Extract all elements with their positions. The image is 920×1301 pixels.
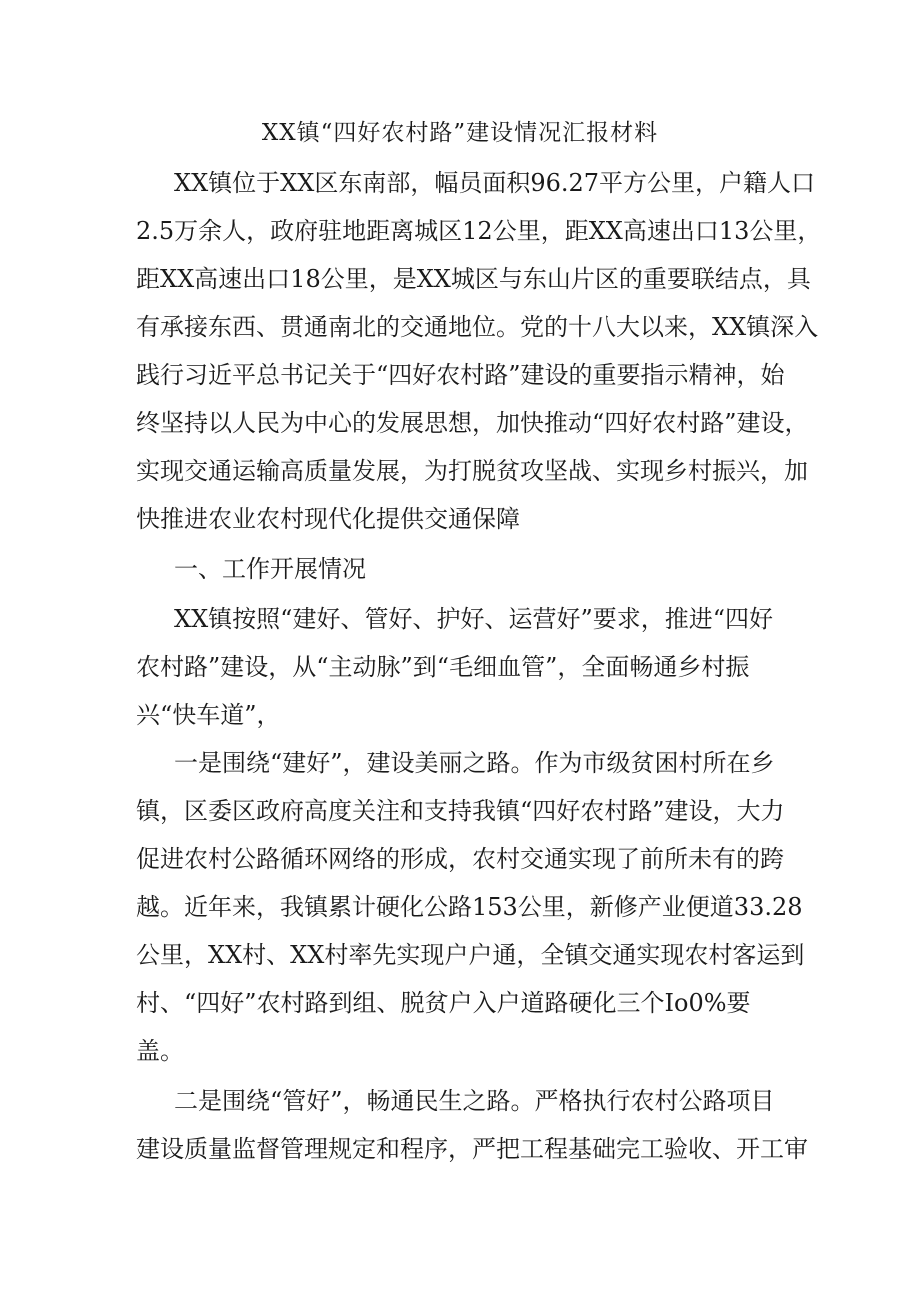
intro-line-5: 践行习近平总书记关于“四好农村路”建设的重要指示精神，始 [136, 361, 785, 389]
section-intro-line-1: XX镇按照“建好、管好、护好、运营好”要求，推进“四好 [174, 605, 773, 633]
intro-line-4: 有承接东西、贯通南北的交通地位。党的十八大以来，XX镇深入 [136, 313, 819, 341]
intro-line-6: 终坚持以人民为中心的发展思想，加快推动“四好农村路”建设， [136, 409, 809, 437]
point-2-line-1: 二是围绕“管好”，畅通民生之路。严格执行农村公路项目 [174, 1087, 775, 1115]
point-1-line-4: 越。近年来，我镇累计硬化公路153公里，新修产业便道33.28 [136, 893, 803, 921]
point-2-line-2: 建设质量监督管理规定和程序，严把工程基础完工验收、开工审 [136, 1135, 808, 1163]
intro-line-3: 距XX高速出口18公里，是XX城区与东山片区的重要联结点，具 [136, 265, 811, 293]
point-1-line-7: 盖。 [136, 1037, 184, 1065]
point-1-line-5: 公里，XX村、XX村率先实现户户通，全镇交通实现农村客运到 [136, 941, 805, 969]
intro-line-1: XX镇位于XX区东南部，幅员面积96.27平方公里，户籍人口 [174, 169, 816, 197]
document-title: XX镇“四好农村路”建设情况汇报材料 [261, 120, 659, 146]
point-1-line-2: 镇，区委区政府高度关注和支持我镇“四好农村路”建设，大力 [136, 797, 785, 825]
intro-line-7: 实现交通运输高质量发展，为打脱贫攻坚战、实现乡村振兴，加 [136, 457, 808, 485]
point-1-line-3: 促进农村公路循环网络的形成，农村交通实现了前所未有的跨 [136, 845, 784, 873]
point-1-line-1: 一是围绕“建好”，建设美丽之路。作为市级贫困村所在乡 [174, 749, 775, 777]
section-intro-line-3: 兴“快车道”， [136, 701, 281, 729]
section-heading: 一、工作开展情况 [174, 555, 366, 583]
section-intro-line-2: 农村路”建设，从“主动脉”到“毛细血管”，全面畅通乡村振 [136, 653, 750, 681]
point-1-line-6: 村、“四好”农村路到组、脱贫户入户道路硬化三个Io0%要 [136, 989, 751, 1017]
intro-line-8: 快推进农业农村现代化提供交通保障 [136, 505, 520, 533]
intro-line-2: 2.5万余人，政府驻地距离城区12公里，距XX高速出口13公里， [136, 217, 822, 245]
